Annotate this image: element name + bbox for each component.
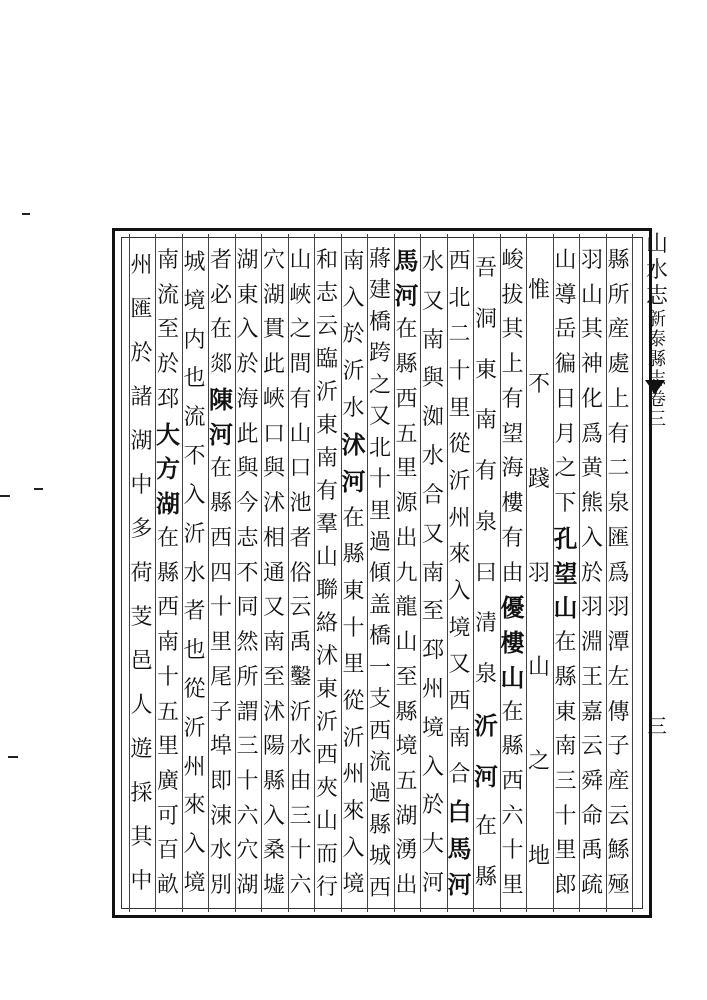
text-column: 羽 山 其 神 化 爲 黄 熊 入 於 羽 淵 王 嘉 云 舜 命 禹 疏	[580, 248, 603, 899]
text-column: 縣 所 産 處 上 有 二 泉 匯 爲 羽 潭 左 傳 子 産 云 鯀 殛	[607, 248, 630, 899]
fishtail-mark-icon	[645, 380, 665, 394]
text-column: 湖 東 入 於 海 此 與 今 志 不 同 然 所 謂 三 十 六 穴 湖	[236, 248, 259, 899]
text-column: 水 又 南 與 洳 水 合 又 南 至 邳 州 境 入 於 大 河	[421, 250, 444, 896]
text-column: 吾 洞 東 南 有 泉 曰 清 泉 沂 河 在 縣	[474, 256, 498, 891]
text-column: 者 必 在 郯 陳 河 在 縣 西 四 十 里 尾 子 埠 即 涑 水 別	[209, 248, 233, 899]
text-column: 蔣 建 橋 跨 之 又 北 十 里 過 傾 盖 橋 一 支 西 流 過 縣 城 西	[368, 247, 391, 901]
text-column: 南 入 於 沂 水 沭 河 在 縣 東 十 里 從 沂 州 來 入 境	[341, 249, 366, 898]
text-column: 馬 河 在 縣 西 五 里 源 出 九 龍 山 至 縣 境 五 湖 湧 出	[394, 246, 419, 899]
text-column: 峻 拔 其 上 有 望 海 樓 有 由 優 樓 山 在 縣 西 六 十 里	[500, 248, 525, 899]
text-column: 惟 不 踐 羽 山 之 地	[527, 278, 550, 869]
running-head-title: 山 水 志	[645, 232, 668, 309]
text-column: 山 導 岳 徧 日 月 之 下 孔 望 山 在 縣 東 南 三 十 里 郎	[553, 248, 578, 899]
margin-speck	[22, 213, 30, 215]
margin-speck	[0, 495, 10, 497]
text-column: 穴 湖 貫 此 峽 口 與 沭 相 通 又 南 至 沭 陽 縣 入 桑 墟	[262, 248, 285, 899]
text-column: 西 北 二 十 里 從 沂 州 來 入 境 又 西 南 合 白 馬 河	[447, 249, 472, 900]
running-head-volume: 新 泰 縣 志 卷 三	[648, 309, 666, 430]
margin-speck	[8, 756, 18, 758]
text-column: 州 匯 於 諸 湖 中 多 荷 芰 邑 人 遊 採 其 中	[130, 253, 153, 894]
text-column: 山 峽 之 間 有 山 口 池 者 俗 云 禹 鑿 沂 水 由 三 十 六	[289, 248, 312, 899]
margin-speck	[34, 488, 43, 490]
text-column: 南 流 至 於 邳 大 方 湖 在 縣 西 南 十 五 里 廣 可 百 畝	[156, 248, 180, 899]
page-number: 三	[647, 714, 667, 738]
text-column: 和 志 云 臨 沂 東 南 有 羣 山 聯 絡 沭 東 沂 西 夾 山 而 行	[315, 248, 338, 900]
column-rule	[632, 234, 633, 912]
text-column: 城 境 内 也 流 不 入 沂 水 者 也 從 沂 州 來 入 境	[183, 250, 206, 896]
